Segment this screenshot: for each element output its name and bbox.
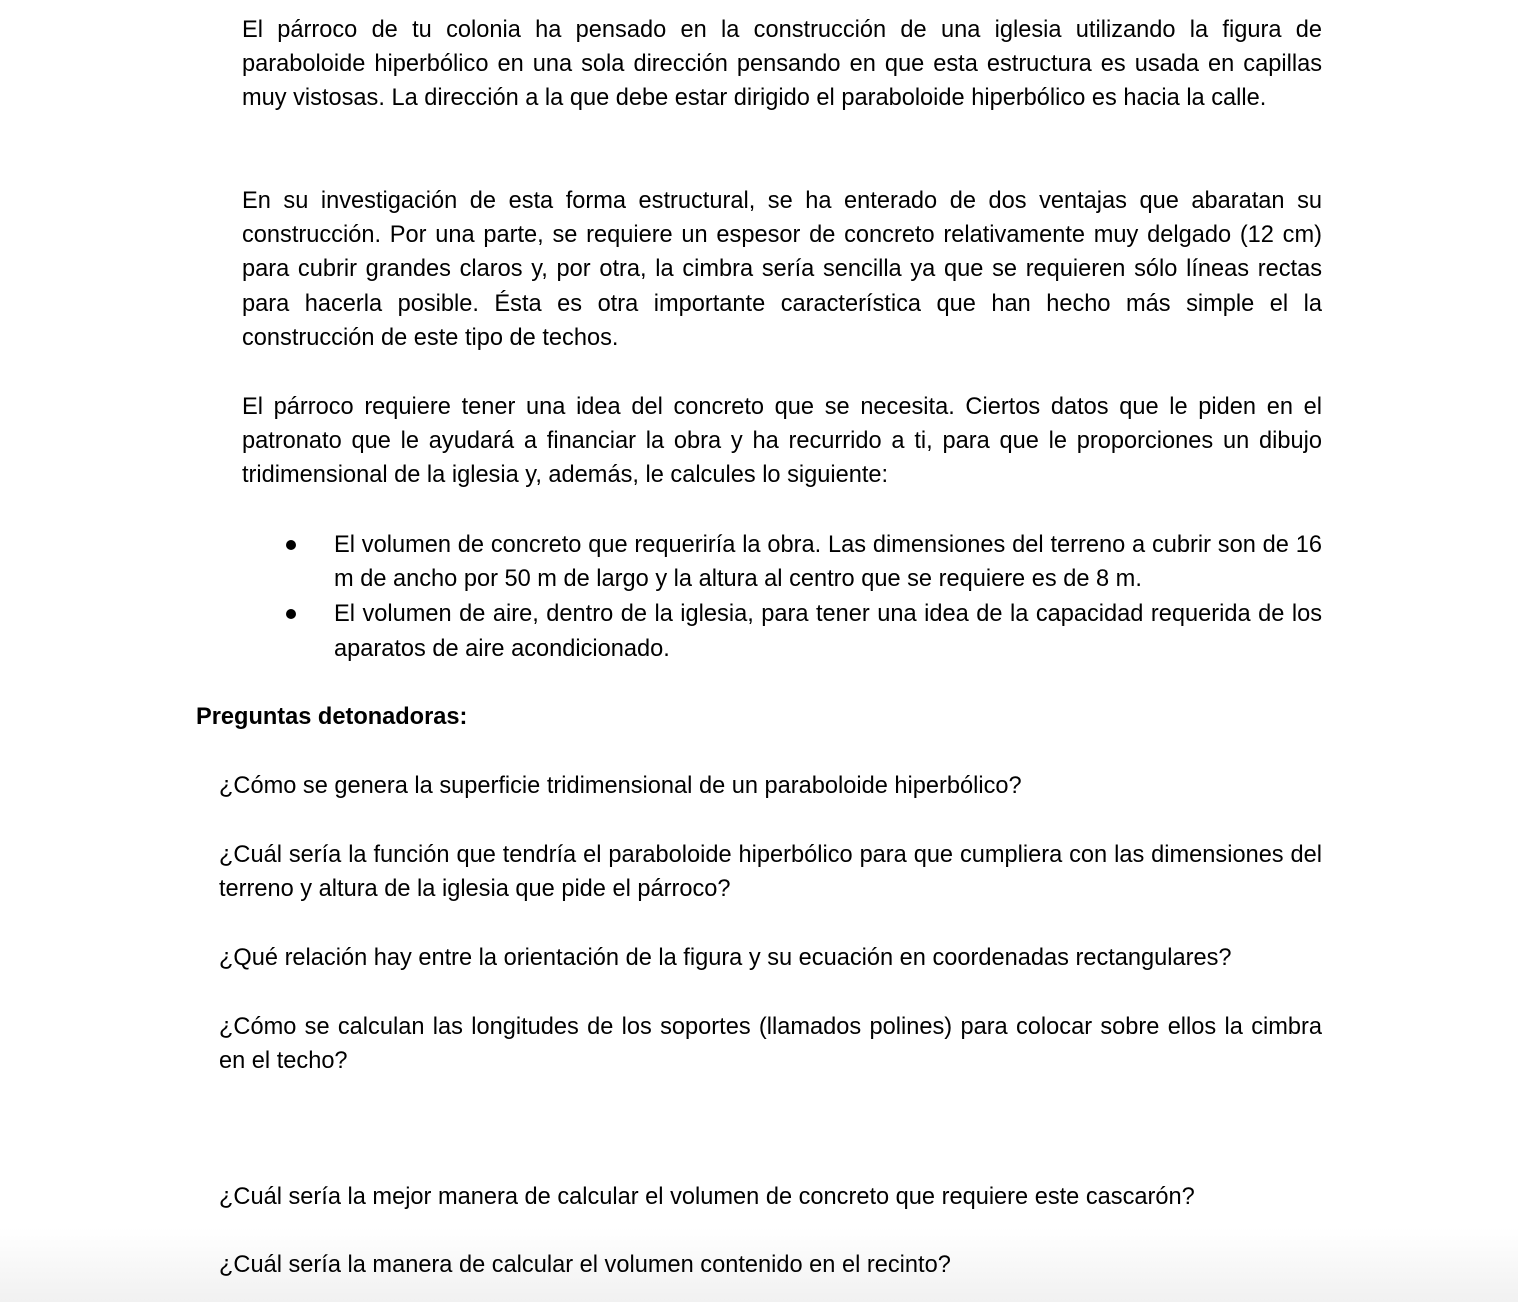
question-5: ¿Cuál sería la mejor manera de calcular el volumen de concreto que requiere este cascarón? xyxy=(219,1184,1195,1210)
list-item xyxy=(242,597,1322,665)
list-item xyxy=(242,528,1322,596)
requirements-list xyxy=(242,528,1322,666)
bullet-icon xyxy=(286,540,296,550)
intro-paragraph-2: En su investigación de esta forma estructural, se ha enterado de dos ventajas que abaratan su construcción. Por una parte, se requiere un espesor de concreto relativamente muy delgado (12 cm) para cubrir grandes claros y, por otra, la cimbra sería sencilla ya que se requieren sólo líneas rectas para hacerla posible. Ésta es otra importante característica que han hecho más simple el la construcción de este tipo de techos. xyxy=(242,188,1322,351)
question-3: ¿Qué relación hay entre la orientación de la figura y su ecuación en coordenadas rectangulares? xyxy=(219,945,1232,971)
list-item-text: El volumen de concreto que requeriría la obra. Las dimensiones del terreno a cubrir son de 16 m de ancho por 50 m de largo y la altura al centro que se requiere es de 8 m. xyxy=(334,532,1322,593)
intro-paragraph-1: El párroco de tu colonia ha pensado en la construcción de una iglesia utilizando la figura de paraboloide hiperbólico en una sola dirección pensando en que esta estructura es usada en capillas muy vistosas. La dirección a la que debe estar dirigido el paraboloide hiperbólico es hacia la calle. xyxy=(242,17,1322,112)
questions-heading: Preguntas detonadoras: xyxy=(196,704,468,730)
question-2: ¿Cuál sería la función que tendría el paraboloide hiperbólico para que cumpliera con las dimensiones del terreno y altura de la iglesia que pide el párroco? xyxy=(219,842,1322,903)
list-item-text: El volumen de aire, dentro de la iglesia, para tener una idea de la capacidad requerida de los aparatos de aire acondicionado. xyxy=(334,601,1322,662)
question-4: ¿Cómo se calculan las longitudes de los soportes (llamados polines) para colocar sobre ellos la cimbra en el techo? xyxy=(219,1014,1322,1075)
bullet-icon xyxy=(286,609,296,619)
question-1: ¿Cómo se genera la superficie tridimensional de un paraboloide hiperbólico? xyxy=(219,773,1022,799)
question-6: ¿Cuál sería la manera de calcular el volumen contenido en el recinto? xyxy=(219,1252,951,1278)
intro-paragraph-3: El párroco requiere tener una idea del concreto que se necesita. Ciertos datos que le piden en el patronato que le ayudará a financiar la obra y ha recurrido a ti, para que le proporciones un dibujo tridimensional de la iglesia y, además, le calcules lo siguiente: xyxy=(242,394,1322,489)
